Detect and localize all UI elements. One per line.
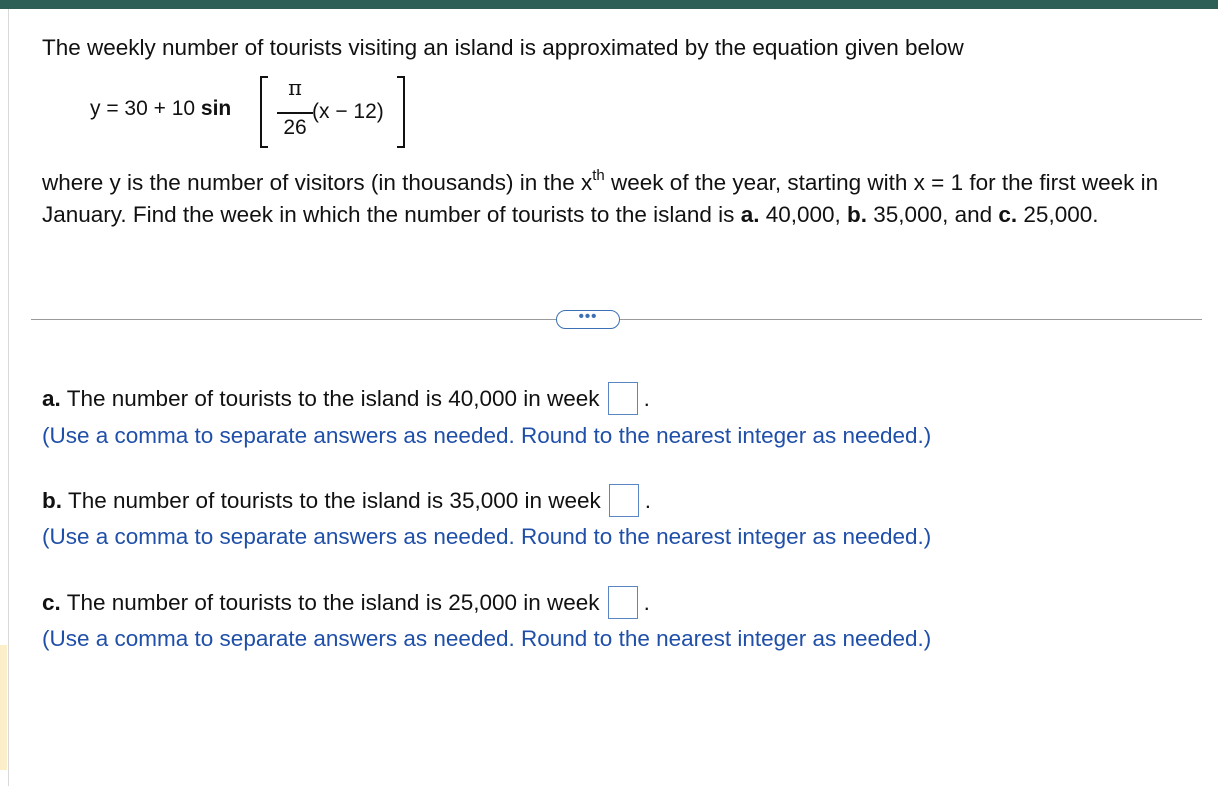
fraction-numerator: π bbox=[288, 76, 302, 100]
answer-b-input[interactable] bbox=[609, 484, 639, 517]
left-border bbox=[8, 9, 9, 786]
question-intro: The weekly number of tourists visiting an island is approximated by the equation given below bbox=[42, 35, 964, 60]
answer-a-label: a. bbox=[42, 385, 61, 411]
superscript-th: th bbox=[592, 166, 605, 184]
answer-b: b. The number of tourists to the island is 35,000 in week . bbox=[42, 484, 651, 517]
answer-b-text: The number of tourists to the island is 35,000 in week bbox=[68, 487, 601, 513]
answer-c-text: The number of tourists to the island is 25,000 in week bbox=[66, 589, 600, 615]
fraction-denominator: 26 bbox=[283, 116, 307, 139]
answer-c: c. The number of tourists to the island is 25,000 in week . bbox=[42, 586, 650, 619]
answer-b-label: b. bbox=[42, 487, 62, 513]
answer-a-text: The number of tourists to the island is 40,000 in week bbox=[66, 385, 600, 411]
left-bracket bbox=[260, 76, 268, 148]
answer-c-input[interactable] bbox=[608, 586, 638, 619]
answer-c-hint: (Use a comma to separate answers as needed. Round to the nearest integer as needed.) bbox=[42, 626, 932, 651]
answer-a-input[interactable] bbox=[608, 382, 638, 415]
fraction-bar bbox=[277, 112, 313, 114]
equation-argument: (x − 12) bbox=[312, 100, 384, 123]
more-options-button[interactable]: ••• bbox=[556, 310, 620, 329]
answer-b-hint: (Use a comma to separate answers as needed. Round to the nearest integer as needed.) bbox=[42, 524, 932, 549]
answer-a-hint: (Use a comma to separate answers as needed. Round to the nearest integer as needed.) bbox=[42, 423, 932, 448]
answer-c-label: c. bbox=[42, 589, 61, 615]
equation-sin: sin bbox=[200, 97, 232, 120]
answer-a: a. The number of tourists to the island is 40,000 in week . bbox=[42, 382, 650, 415]
equation-lhs: y = 30 + 10 bbox=[90, 97, 201, 120]
question-paragraph: where y is the number of visitors (in thousands) in the $x^{th}$ week of the year, starting with x = 1 for the first week in January. Find the week in which the number of tourists to the island is a. 40,000, b. 35,000, and c. 25,000. bbox=[42, 166, 1159, 227]
right-bracket bbox=[397, 76, 405, 148]
equation bbox=[90, 72, 450, 148]
left-highlight-strip bbox=[0, 645, 7, 770]
header-bar bbox=[0, 0, 1218, 9]
